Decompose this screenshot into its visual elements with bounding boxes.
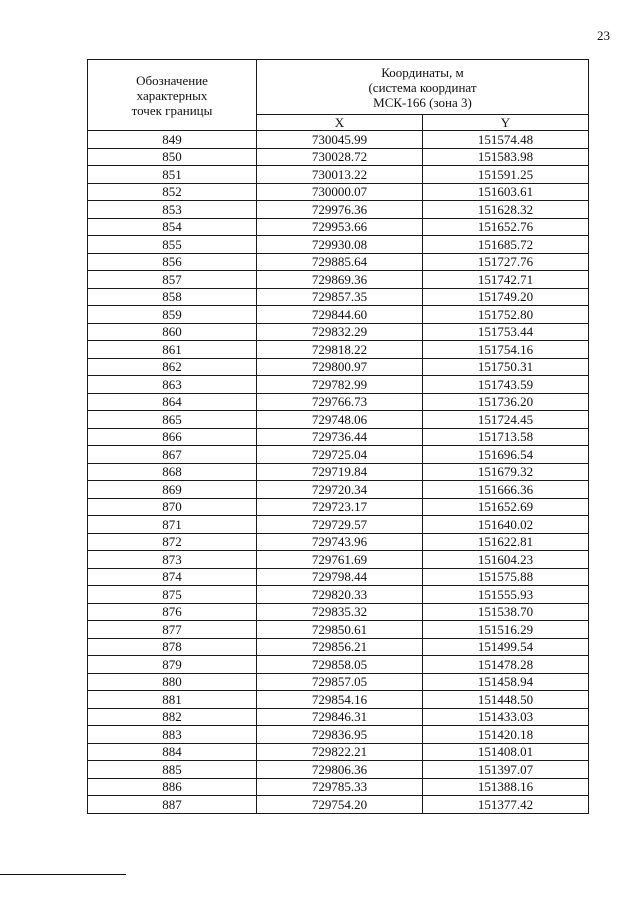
y-coordinate-cell: 151408.01: [423, 743, 589, 761]
point-number-cell: 866: [88, 428, 257, 446]
x-coordinate-cell: 729736.44: [257, 428, 423, 446]
x-coordinate-cell: 729836.95: [257, 726, 423, 744]
y-coordinate-cell: 151753.44: [423, 323, 589, 341]
x-coordinate-cell: 730045.99: [257, 131, 423, 149]
point-number-cell: 849: [88, 131, 257, 149]
x-coordinate-cell: 729798.44: [257, 568, 423, 586]
point-number-cell: 870: [88, 498, 257, 516]
table-row: [88, 131, 589, 149]
table-row: [88, 463, 589, 481]
point-number-cell: 872: [88, 533, 257, 551]
x-coordinate-cell: 730013.22: [257, 166, 423, 184]
table-row: [88, 743, 589, 761]
table-row: [88, 288, 589, 306]
table-row: [88, 761, 589, 779]
table-row: [88, 253, 589, 271]
y-coordinate-cell: 151724.45: [423, 411, 589, 429]
point-number-cell: 884: [88, 743, 257, 761]
x-coordinate-cell: 729832.29: [257, 323, 423, 341]
x-coordinate-cell: 729854.16: [257, 691, 423, 709]
point-number-cell: 858: [88, 288, 257, 306]
x-coordinate-cell: 729743.96: [257, 533, 423, 551]
y-coordinate-cell: 151478.28: [423, 656, 589, 674]
y-coordinate-cell: 151516.29: [423, 621, 589, 639]
table-row: [88, 673, 589, 691]
y-coordinate-cell: 151538.70: [423, 603, 589, 621]
point-number-cell: 881: [88, 691, 257, 709]
y-coordinate-cell: 151752.80: [423, 306, 589, 324]
point-number-cell: 860: [88, 323, 257, 341]
coords-header-line: Координаты, м: [381, 64, 464, 80]
page-number: 23: [597, 28, 610, 43]
point-number-cell: 862: [88, 358, 257, 376]
table-header: [88, 60, 589, 131]
table-row: [88, 446, 589, 464]
x-coordinate-cell: 729782.99: [257, 376, 423, 394]
y-coordinate-cell: 151628.32: [423, 201, 589, 219]
point-number-cell: 878: [88, 638, 257, 656]
table-row: [88, 516, 589, 534]
x-coordinate-cell: 729761.69: [257, 551, 423, 569]
y-coordinate-cell: 151713.58: [423, 428, 589, 446]
point-number-cell: 865: [88, 411, 257, 429]
point-number-cell: 877: [88, 621, 257, 639]
y-coordinate-cell: 151652.69: [423, 498, 589, 516]
x-coordinate-cell: 729729.57: [257, 516, 423, 534]
table-body: [88, 131, 589, 814]
point-number-cell: 863: [88, 376, 257, 394]
x-coordinate-cell: 729858.05: [257, 656, 423, 674]
point-number-cell: 871: [88, 516, 257, 534]
table-row: [88, 428, 589, 446]
y-coordinate-cell: 151666.36: [423, 481, 589, 499]
y-coordinate-cell: 151499.54: [423, 638, 589, 656]
point-number-cell: 859: [88, 306, 257, 324]
y-coordinate-cell: 151420.18: [423, 726, 589, 744]
x-coordinate-cell: 729953.66: [257, 218, 423, 236]
x-coordinate-cell: 729844.60: [257, 306, 423, 324]
table-row: [88, 376, 589, 394]
table-row: [88, 586, 589, 604]
point-number-cell: 885: [88, 761, 257, 779]
table-row: [88, 498, 589, 516]
table-row: [88, 778, 589, 796]
x-coordinate-cell: 729850.61: [257, 621, 423, 639]
point-number-cell: 857: [88, 271, 257, 289]
y-coordinate-cell: 151622.81: [423, 533, 589, 551]
table-row: [88, 218, 589, 236]
y-coordinate-cell: 151591.25: [423, 166, 589, 184]
point-number-cell: 886: [88, 778, 257, 796]
table-row: [88, 148, 589, 166]
y-coordinate-cell: 151604.23: [423, 551, 589, 569]
y-coordinate-cell: 151575.88: [423, 568, 589, 586]
x-coordinate-cell: 729820.33: [257, 586, 423, 604]
point-number-cell: 867: [88, 446, 257, 464]
table-row: [88, 621, 589, 639]
x-coordinate-cell: 729822.21: [257, 743, 423, 761]
point-number-cell: 861: [88, 341, 257, 359]
x-coordinate-cell: 729857.35: [257, 288, 423, 306]
point-number-cell: 887: [88, 796, 257, 814]
table-row: [88, 533, 589, 551]
table-row: [88, 411, 589, 429]
y-coordinate-cell: 151736.20: [423, 393, 589, 411]
table-row: [88, 708, 589, 726]
point-number-cell: 873: [88, 551, 257, 569]
point-number-cell: 874: [88, 568, 257, 586]
coords-header-line: МСК-166 (зона 3): [373, 94, 472, 110]
y-coordinate-cell: 151583.98: [423, 148, 589, 166]
y-coordinate-cell: 151652.76: [423, 218, 589, 236]
x-coordinate-cell: 729885.64: [257, 253, 423, 271]
point-number-cell: 883: [88, 726, 257, 744]
y-coordinate-cell: 151743.59: [423, 376, 589, 394]
point-number-cell: 854: [88, 218, 257, 236]
point-column-header: [88, 60, 257, 131]
coords-header-line: (система координат: [368, 79, 477, 95]
x-coordinate-cell: 729976.36: [257, 201, 423, 219]
x-coordinate-cell: 729766.73: [257, 393, 423, 411]
table-row: [88, 183, 589, 201]
point-number-cell: 879: [88, 656, 257, 674]
table-row: [88, 166, 589, 184]
table-row: [88, 271, 589, 289]
table-row: [88, 656, 589, 674]
x-coordinate-cell: 729818.22: [257, 341, 423, 359]
x-coordinate-cell: 729720.34: [257, 481, 423, 499]
table-row: [88, 603, 589, 621]
y-coordinate-cell: 151640.02: [423, 516, 589, 534]
table-row: [88, 726, 589, 744]
x-coordinate-cell: 729754.20: [257, 796, 423, 814]
point-header-line: точек границы: [131, 102, 213, 118]
table-row: [88, 691, 589, 709]
x-coordinate-cell: 729930.08: [257, 236, 423, 254]
point-number-cell: 851: [88, 166, 257, 184]
point-number-cell: 855: [88, 236, 257, 254]
y-coordinate-cell: 151603.61: [423, 183, 589, 201]
table-row: [88, 358, 589, 376]
x-column-header: X: [257, 115, 423, 131]
x-coordinate-cell: 729857.05: [257, 673, 423, 691]
x-coordinate-cell: 729869.36: [257, 271, 423, 289]
y-coordinate-cell: 151555.93: [423, 586, 589, 604]
point-number-cell: 880: [88, 673, 257, 691]
y-coordinate-cell: 151388.16: [423, 778, 589, 796]
point-number-cell: 850: [88, 148, 257, 166]
y-coordinate-cell: 151448.50: [423, 691, 589, 709]
point-number-cell: 864: [88, 393, 257, 411]
point-number-cell: 882: [88, 708, 257, 726]
x-coordinate-cell: 730000.07: [257, 183, 423, 201]
point-number-cell: 876: [88, 603, 257, 621]
x-coordinate-cell: 729748.06: [257, 411, 423, 429]
table-row: [88, 568, 589, 586]
y-coordinate-cell: 151458.94: [423, 673, 589, 691]
y-coordinate-cell: 151433.03: [423, 708, 589, 726]
coordinates-table: [87, 59, 589, 814]
point-number-cell: 853: [88, 201, 257, 219]
y-coordinate-cell: 151727.76: [423, 253, 589, 271]
point-header-line: Обозначение: [136, 72, 208, 88]
table-row: [88, 481, 589, 499]
x-coordinate-cell: 729785.33: [257, 778, 423, 796]
x-coordinate-cell: 730028.72: [257, 148, 423, 166]
x-coordinate-cell: 729800.97: [257, 358, 423, 376]
table-row: [88, 551, 589, 569]
point-number-cell: 852: [88, 183, 257, 201]
x-coordinate-cell: 729856.21: [257, 638, 423, 656]
y-column-header: Y: [423, 115, 589, 131]
point-number-cell: 868: [88, 463, 257, 481]
y-coordinate-cell: 151685.72: [423, 236, 589, 254]
footnote-separator: [0, 874, 126, 875]
x-coordinate-cell: 729725.04: [257, 446, 423, 464]
y-coordinate-cell: 151574.48: [423, 131, 589, 149]
table-row: [88, 393, 589, 411]
table-row: [88, 236, 589, 254]
y-coordinate-cell: 151754.16: [423, 341, 589, 359]
table-row: [88, 323, 589, 341]
table-row: [88, 796, 589, 814]
y-coordinate-cell: 151679.32: [423, 463, 589, 481]
x-coordinate-cell: 729723.17: [257, 498, 423, 516]
table-row: [88, 341, 589, 359]
y-coordinate-cell: 151750.31: [423, 358, 589, 376]
x-coordinate-cell: 729835.32: [257, 603, 423, 621]
x-coordinate-cell: 729719.84: [257, 463, 423, 481]
coordinates-column-header: [257, 60, 589, 115]
point-number-cell: 856: [88, 253, 257, 271]
y-coordinate-cell: 151377.42: [423, 796, 589, 814]
y-coordinate-cell: 151742.71: [423, 271, 589, 289]
x-coordinate-cell: 729806.36: [257, 761, 423, 779]
y-coordinate-cell: 151749.20: [423, 288, 589, 306]
y-coordinate-cell: 151696.54: [423, 446, 589, 464]
point-number-cell: 875: [88, 586, 257, 604]
table-row: [88, 306, 589, 324]
y-coordinate-cell: 151397.07: [423, 761, 589, 779]
table-row: [88, 201, 589, 219]
x-coordinate-cell: 729846.31: [257, 708, 423, 726]
point-header-line: характерных: [136, 87, 208, 103]
point-number-cell: 869: [88, 481, 257, 499]
table-row: [88, 638, 589, 656]
